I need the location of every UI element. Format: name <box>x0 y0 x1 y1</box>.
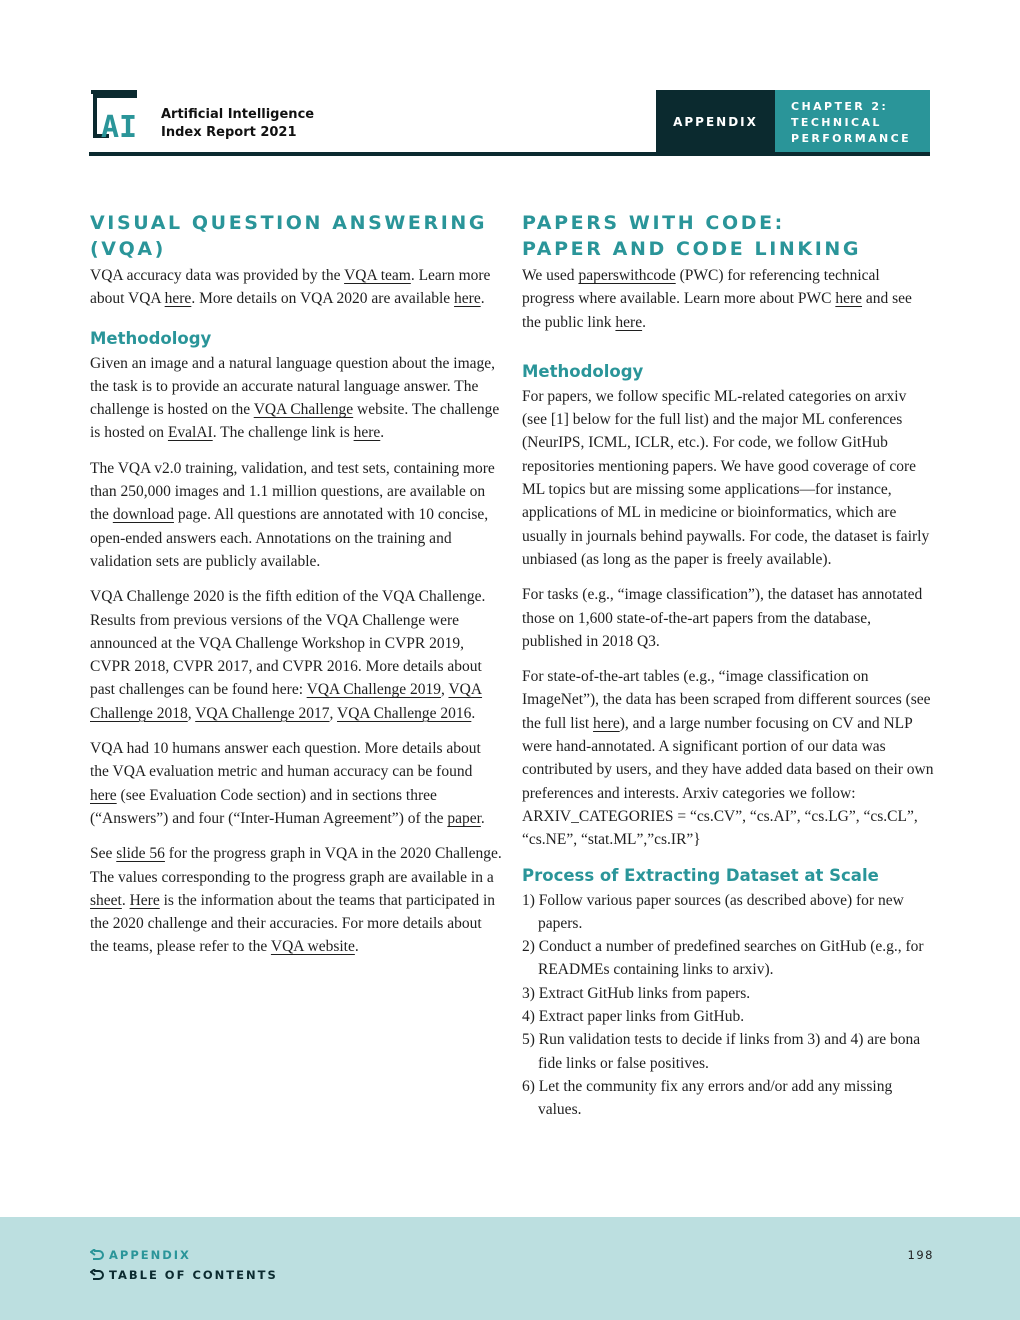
ai-index-logo <box>89 90 145 140</box>
process-step: 6) Let the community fix any errors and/or add any missing values. <box>522 1077 893 1119</box>
left-column <box>90 210 502 971</box>
vqa-methodology-p3: VQA Challenge 2020 is the fifth edition of the VQA Challenge. Results from previous versions of the VQA Challenge were announced at the VQA Challenge Workshop in CVPR 2019, CVPR 2018, CVPR 2017, and CVPR 2016. More details about past challenges can be found here: VQA Challenge 2019, VQA Challenge 2018, VQA Challenge 2017, VQA Challenge 2016. <box>90 588 486 722</box>
tab-chapter-line3: PERFORMANCE <box>791 132 912 145</box>
process-step: 1) Follow various paper sources (as described above) for new papers. <box>522 891 904 932</box>
pwc-about-link[interactable]: here <box>835 290 863 308</box>
slide-56-link[interactable]: slide 56 <box>116 845 165 863</box>
footer-toc-link[interactable] <box>90 1268 278 1282</box>
pwc-title-line1: PAPERS WITH CODE: <box>522 212 785 234</box>
process-step: 4) Extract paper links from GitHub. <box>522 1008 745 1026</box>
logo-text: AI <box>101 110 138 140</box>
pwc-section-title <box>522 210 934 262</box>
process-heading: Process of Extracting Dataset at Scale <box>522 865 879 885</box>
pwc-methodology-p3: For state-of-the-art tables (e.g., “image classification on ImageNet”), the data has been scraped from different sources (see the full list here), and a large number focusing on CV and NLP were hand-annotated. A significant portion of our data was contributed by users, and they have added data based on their own preferences and interests. Arxiv categories we follow: <box>522 668 934 802</box>
right-column <box>522 210 934 1122</box>
vqa-methodology-p4: VQA had 10 humans answer each question. More details about the VQA evaluation metric and human accuracy can be found here (see Evaluation Code section) and in sections three (“Answers”) and four (“Inter-Human Agreement”) of the paper. <box>90 740 485 827</box>
pwc-title-line2: PAPER AND CODE LINKING <box>522 238 862 260</box>
tab-chapter[interactable] <box>775 90 930 153</box>
vqa-2017-link[interactable]: VQA Challenge 2017 <box>195 704 330 722</box>
process-step: 3) Extract GitHub links from papers. <box>522 984 751 1002</box>
vqa-about-link[interactable]: here <box>164 290 192 308</box>
footer-toc-label: TABLE OF CONTENTS <box>109 1268 278 1282</box>
vqa-title-line2: (VQA) <box>90 238 166 260</box>
paperswithcode-link[interactable]: paperswithcode <box>578 267 676 284</box>
report-title <box>161 106 314 142</box>
evalai-link[interactable]: EvalAI <box>167 424 213 442</box>
pwc-intro: We used paperswithcode (PWC) for referencing technical progress where available. Learn more about PWC here and see the public link here. <box>522 267 912 331</box>
vqa-section-title <box>90 210 502 262</box>
teams-here-link[interactable]: Here <box>129 891 160 909</box>
pwc-public-link[interactable]: here <box>615 313 643 331</box>
vqa-team-link[interactable]: VQA team <box>344 267 411 284</box>
pwc-methodology-p2: For tasks (e.g., “image classification”), the dataset has annotated those on 1,600 state-of-the-art papers from the database, published in 2018 Q3. <box>522 586 923 650</box>
tab-chapter-line2: TECHNICAL <box>791 116 882 129</box>
vqa-methodology-p1: Given an image and a natural language question about the image, the task is to provide an accurate natural language answer. The challenge is hosted on the VQA Challenge website. The challenge is hosted on EvalAI. The challenge link is here. <box>90 354 500 442</box>
challenge-here-link[interactable]: here <box>353 424 381 442</box>
pwc-methodology-heading: Methodology <box>522 361 644 381</box>
return-arrow-icon <box>90 1249 104 1261</box>
evaluation-here-link[interactable]: here <box>90 786 117 804</box>
footer-appendix-link[interactable] <box>90 1248 191 1262</box>
vqa-2019-link[interactable]: VQA Challenge 2019 <box>306 681 441 699</box>
download-link[interactable]: download <box>112 506 174 524</box>
footer-appendix-label: APPENDIX <box>109 1248 191 1262</box>
vqa-2020-link[interactable]: here <box>454 290 481 308</box>
sources-here-link[interactable]: here <box>593 714 620 732</box>
page-footer <box>0 1217 1020 1320</box>
sheet-link[interactable]: sheet <box>90 891 122 909</box>
report-title-line2: Index Report 2021 <box>161 125 297 140</box>
tab-chapter-line1: CHAPTER 2: <box>791 100 889 113</box>
return-arrow-icon <box>90 1269 104 1281</box>
tab-appendix[interactable]: APPENDIX <box>656 90 775 153</box>
vqa-2016-link[interactable]: VQA Challenge 2016 <box>337 704 472 722</box>
vqa-intro: VQA accuracy data was provided by the VQA team. Learn more about VQA here. More details on VQA 2020 are available here. <box>90 267 491 308</box>
vqa-title-line1: VISUAL QUESTION ANSWERING <box>90 212 488 234</box>
report-title-line1: Artificial Intelligence <box>161 107 315 122</box>
header-rule <box>89 152 930 156</box>
page-number: 198 <box>907 1248 934 1262</box>
vqa-website-link[interactable]: VQA website <box>270 938 355 956</box>
process-step: 5) Run validation tests to decide if links from 3) and 4) are bona fide links or false positives. <box>522 1031 921 1072</box>
pwc-methodology-p1: For papers, we follow specific ML-related categories on arxiv (see [1] below for the full list) and the major ML conferences (NeurIPS, ICML, ICLR, etc.). For code, we follow GitHub repositories mentioning papers. We have good coverage of core ML topics but are missing some applications—for instance, applications of ML in medicine or bioinformatics, which are usually in journals behind paywalls. For code, the dataset is fairly unbiased (as long as the paper is freely available). <box>522 387 930 568</box>
vqa-challenge-link[interactable]: VQA Challenge <box>253 401 354 419</box>
vqa-methodology-heading: Methodology <box>90 328 212 348</box>
process-step: 2) Conduct a number of predefined searches on GitHub (e.g., for READMEs containing links to arxiv). <box>522 938 924 979</box>
vqa-methodology-p5: See slide 56 for the progress graph in VQA in the 2020 Challenge. The values corresponding to the progress graph are available in a sheet. Here is the information about the teams that participated in the 2020 challenge and their accuracies. For more details about the teams, please refer to the VQA website. <box>90 845 502 956</box>
vqa-methodology-p2: The VQA v2.0 training, validation, and test sets, containing more than 250,000 images and 1.1 million questions, are available on the download page. All questions are annotated with 10 concise, open-ended answers each. Annotations on the training and validation sets are publicly available. <box>90 459 495 570</box>
vqa-2018-link[interactable]: VQA Challenge 2018 <box>90 681 483 722</box>
arxiv-categories: ARXIV_CATEGORIES = “cs.CV”, “cs.AI”, “cs.LG”, “cs.CL”, “cs.NE”, “stat.ML”,”cs.IR”} <box>522 807 918 849</box>
process-steps <box>522 889 934 1122</box>
page-header <box>89 90 930 156</box>
paper-link[interactable]: paper <box>447 809 481 827</box>
